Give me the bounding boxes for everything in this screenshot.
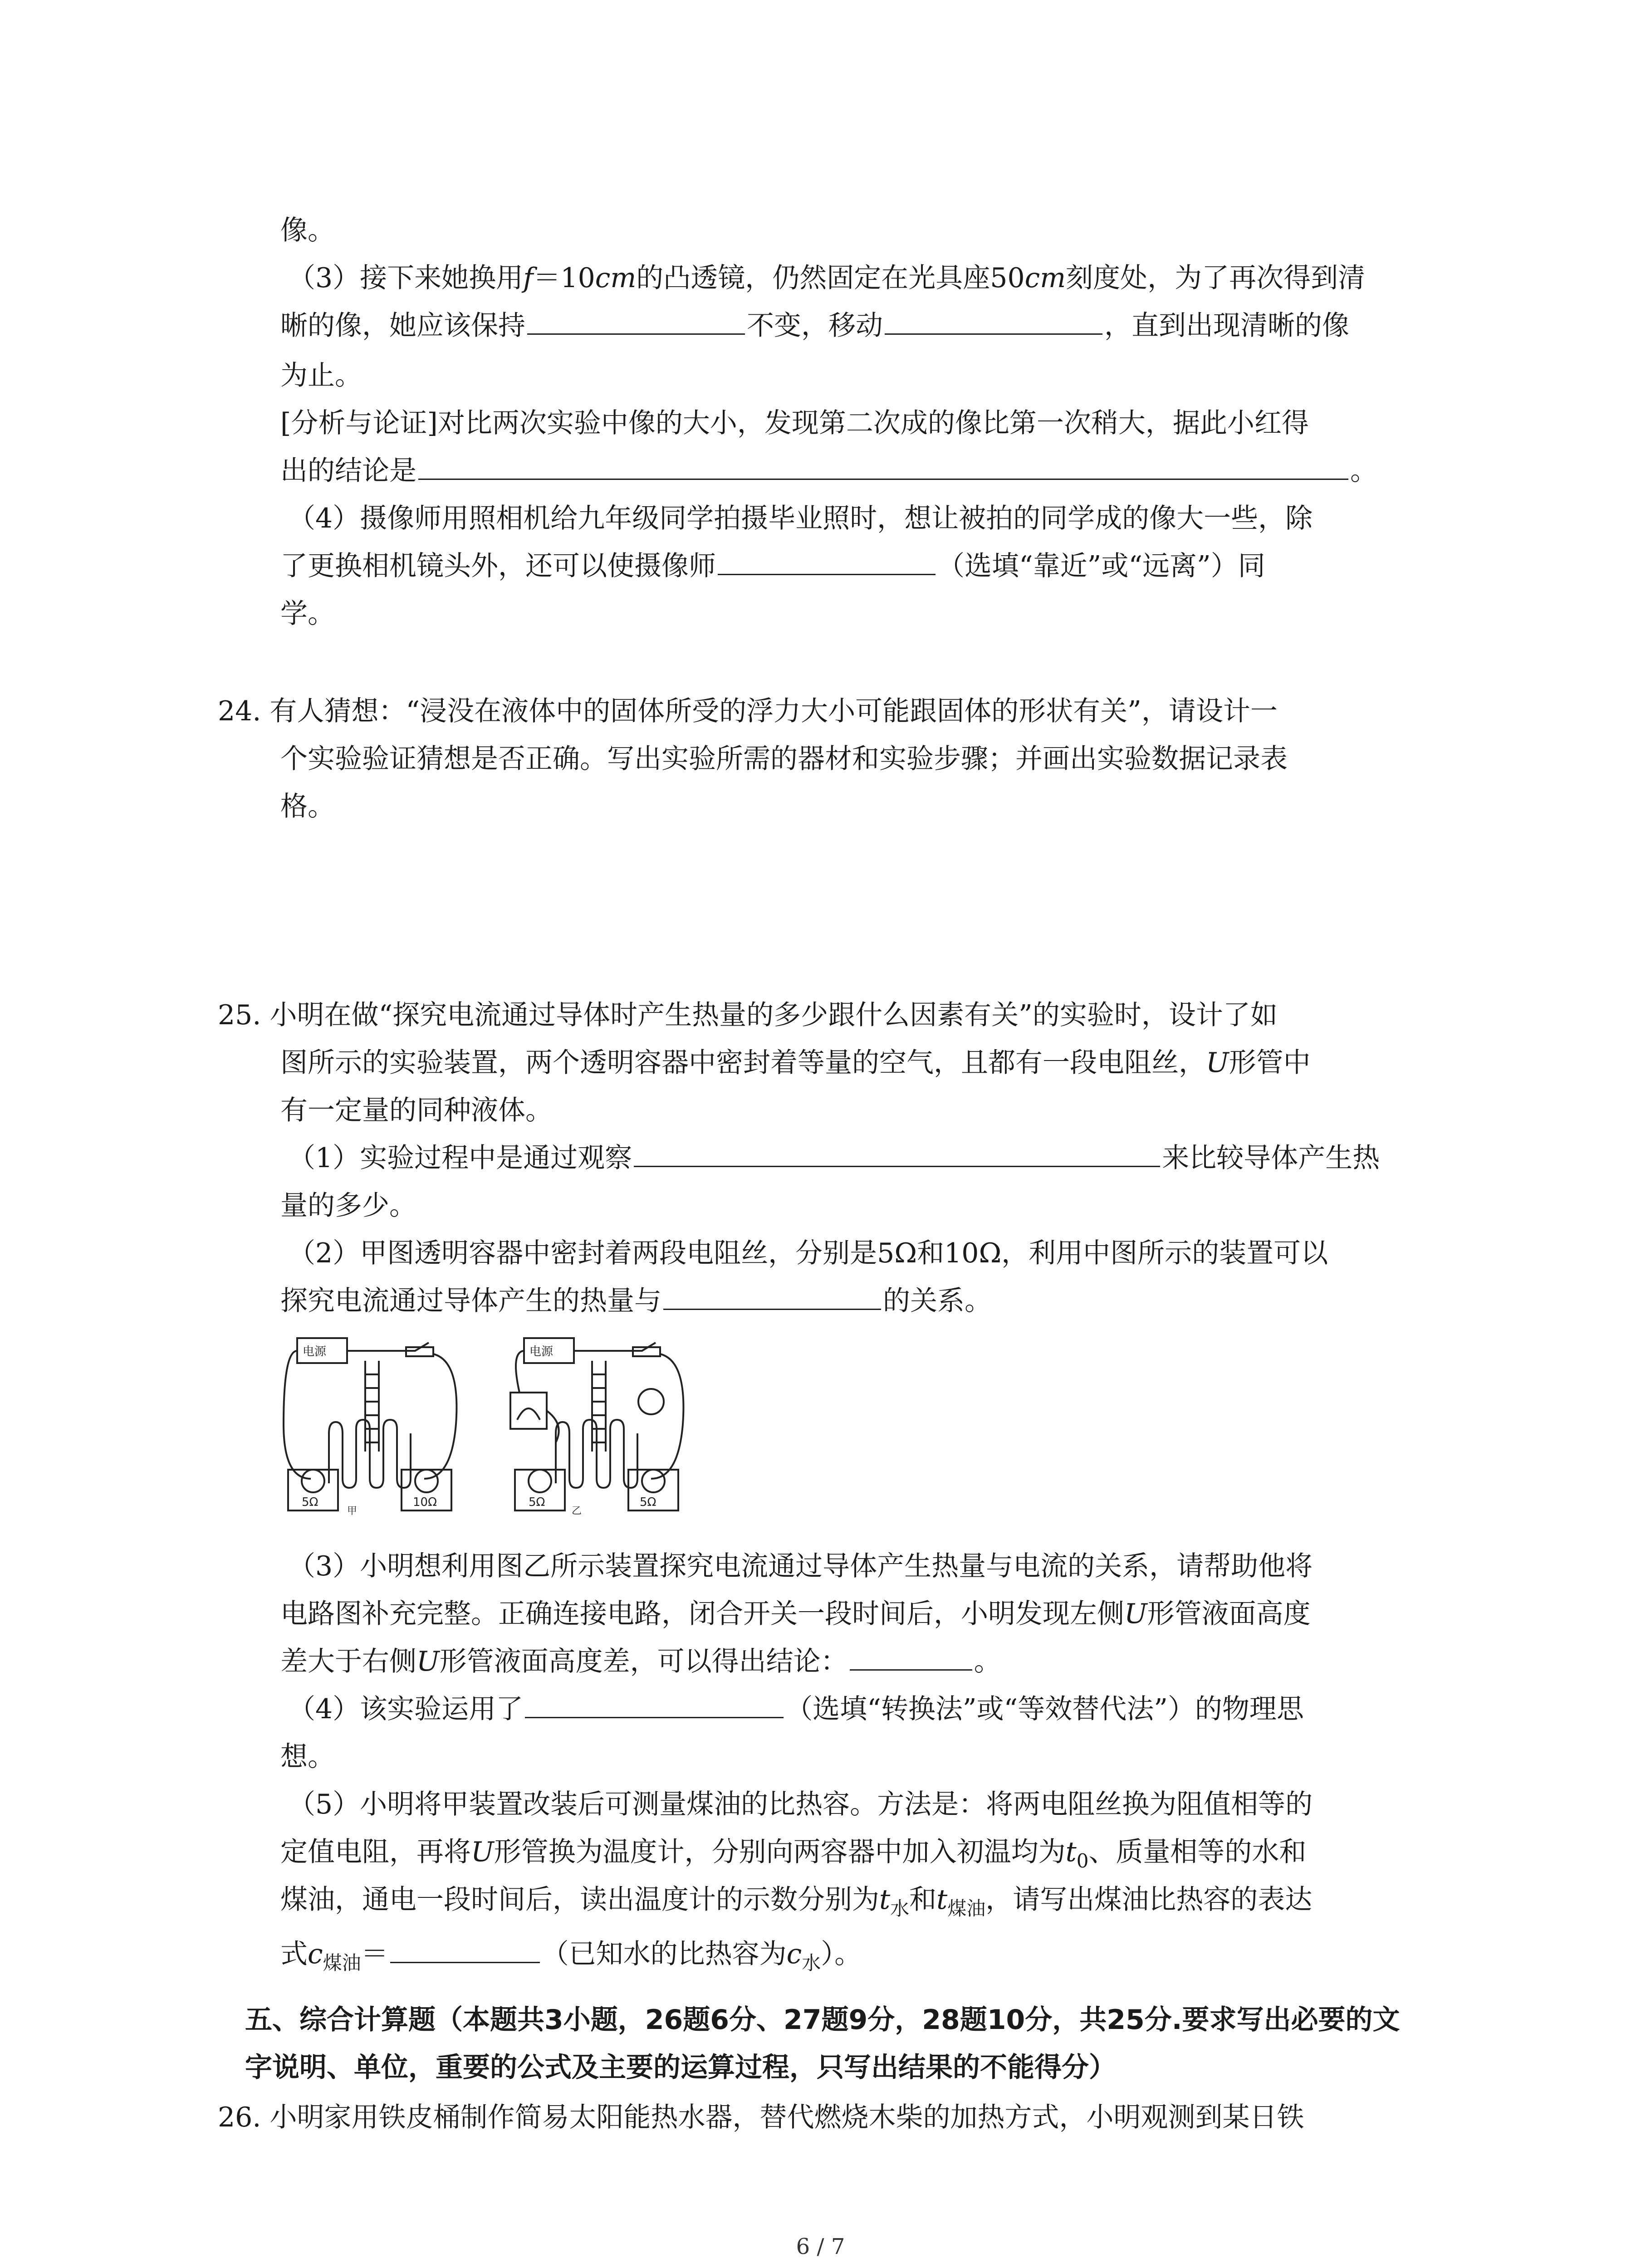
q25-line: 有一定量的同种液体。 bbox=[280, 1095, 553, 1126]
u-tube-icon bbox=[329, 1420, 411, 1488]
power-supply-label: 电源 bbox=[529, 1345, 554, 1359]
answer-blank[interactable] bbox=[418, 447, 1348, 480]
q24-line: 格。 bbox=[280, 791, 335, 822]
q24-line: 个实验验证猜想是否正确。写出实验所需的器材和实验步骤；并画出实验数据记录表 bbox=[280, 743, 1288, 775]
q23-part4: （4）摄像师用照相机给九年级同学拍摄毕业照时，想让被拍的同学成的像大一些，除 bbox=[288, 503, 1313, 534]
q25-part3: （3）小明想利用图乙所示装置探究电流通过导体产生热量与电流的关系，请帮助他将 bbox=[288, 1550, 1313, 1582]
q23-line: 学。 bbox=[280, 598, 335, 630]
answer-blank[interactable] bbox=[718, 542, 936, 575]
q25-line: 煤油，通电一段时间后，读出温度计的示数分别为$t_水$和$t_{煤油}$，请写出煤油比热容的表达 bbox=[280, 1884, 1313, 1920]
section-5-heading: 五、综合计算题（本题共3小题，26题6分、27题9分，28题10分，共25分.要求写出必要的文 bbox=[245, 2004, 1400, 2036]
answer-blank[interactable] bbox=[663, 1277, 881, 1310]
figure-label-jia: 甲 bbox=[347, 1505, 358, 1515]
answer-blank[interactable] bbox=[885, 302, 1102, 335]
q25-line: 量的多少。 bbox=[280, 1190, 416, 1222]
resistor-outside-icon bbox=[638, 1389, 664, 1414]
answer-blank[interactable] bbox=[527, 302, 745, 335]
q23-line: 为止。 bbox=[280, 360, 362, 391]
q25-line: 差大于右侧U形管液面高度差，可以得出结论： 。 bbox=[280, 1637, 1001, 1686]
q25-part2: （2）甲图透明容器中密封着两段电阻丝，分别是5Ω和10Ω，利用中图所示的装置可以 bbox=[288, 1237, 1328, 1269]
q23-line: 晰的像，她应该保持 不变，移动 ，直到出现清晰的像 bbox=[280, 302, 1349, 350]
apparatus-jia bbox=[284, 1338, 456, 1510]
power-supply-label: 电源 bbox=[303, 1345, 327, 1359]
resistor-label: 5Ω bbox=[529, 1496, 545, 1509]
page-number: 6 / 7 bbox=[796, 2234, 845, 2259]
q25-stem: 25. 小明在做“探究电流通过导体时产生热量的多少跟什么因素有关”的实验时，设计了如 bbox=[218, 999, 1278, 1031]
answer-blank[interactable] bbox=[850, 1637, 972, 1671]
apparatus-yi bbox=[510, 1338, 683, 1510]
q25-part1: （1）实验过程中是通过观察 来比较导体产生热 bbox=[288, 1134, 1380, 1182]
q23-line: 了更换相机镜头外，还可以使摄像师 （选填“靠近”或“远离”）同 bbox=[280, 542, 1265, 590]
answer-blank[interactable] bbox=[525, 1685, 784, 1718]
figure-label-yi: 乙 bbox=[572, 1505, 582, 1515]
u-tube-icon bbox=[556, 1420, 637, 1488]
q25-line: 定值电阻，再将U形管换为温度计，分别向两容器中加入初温均为$t_0$、质量相等的水和 bbox=[280, 1836, 1307, 1872]
q25-part4: （4）该实验运用了 （选填“转换法”或“等效替代法”）的物理思 bbox=[288, 1685, 1304, 1733]
resistor-label: 5Ω bbox=[302, 1496, 318, 1509]
resistor-label: 10Ω bbox=[413, 1496, 437, 1509]
q23-line: 出的结论是 。 bbox=[280, 447, 1377, 495]
scale-ruler-icon bbox=[592, 1361, 606, 1452]
q25-line: 探究电流通过导体产生的热量与 的关系。 bbox=[280, 1277, 992, 1325]
apparatus-figure bbox=[279, 1334, 760, 1515]
q25-line: 图所示的实验装置，两个透明容器中密封着等量的空气，且都有一段电阻丝，U形管中 bbox=[280, 1047, 1311, 1079]
answer-blank[interactable] bbox=[634, 1134, 1160, 1167]
scale-ruler-icon bbox=[365, 1361, 379, 1452]
section-5-heading: 字说明、单位，重要的公式及主要的运算过程，只写出结果的不能得分） bbox=[245, 2052, 1116, 2083]
q26-stem: 26. 小明家用铁皮桶制作简易太阳能热水器，替代燃烧木柴的加热方式，小明观测到某日铁 bbox=[218, 2102, 1304, 2133]
ammeter-icon bbox=[510, 1393, 547, 1429]
q25-part5: （5）小明将甲装置改装后可测量煤油的比热容。方法是：将两电阻丝换为阻值相等的 bbox=[288, 1789, 1313, 1820]
q25-line: 想。 bbox=[280, 1741, 335, 1773]
q23-analysis: [分析与论证]对比两次实验中像的大小，发现第二次成的像比第一次稍大，据此小红得 bbox=[280, 407, 1309, 439]
q24-stem: 24. 有人猜想：“浸没在液体中的固体所受的浮力大小可能跟固体的形状有关”，请设计一 bbox=[218, 695, 1278, 727]
resistor-label: 5Ω bbox=[640, 1496, 656, 1509]
q25-line: 电路图补充完整。正确连接电路，闭合开关一段时间后，小明发现左侧U形管液面高度 bbox=[280, 1598, 1311, 1630]
q23-part3: （3）接下来她换用f＝10cm的凸透镜，仍然固定在光具座50cm刻度处，为了再次得到清 bbox=[288, 262, 1366, 294]
answer-blank[interactable] bbox=[390, 1930, 540, 1963]
q25-line: 式$c_{煤油}=$ （已知水的比热容为$c_水$）。 bbox=[280, 1930, 862, 1987]
q23-line: 像。 bbox=[280, 215, 335, 246]
